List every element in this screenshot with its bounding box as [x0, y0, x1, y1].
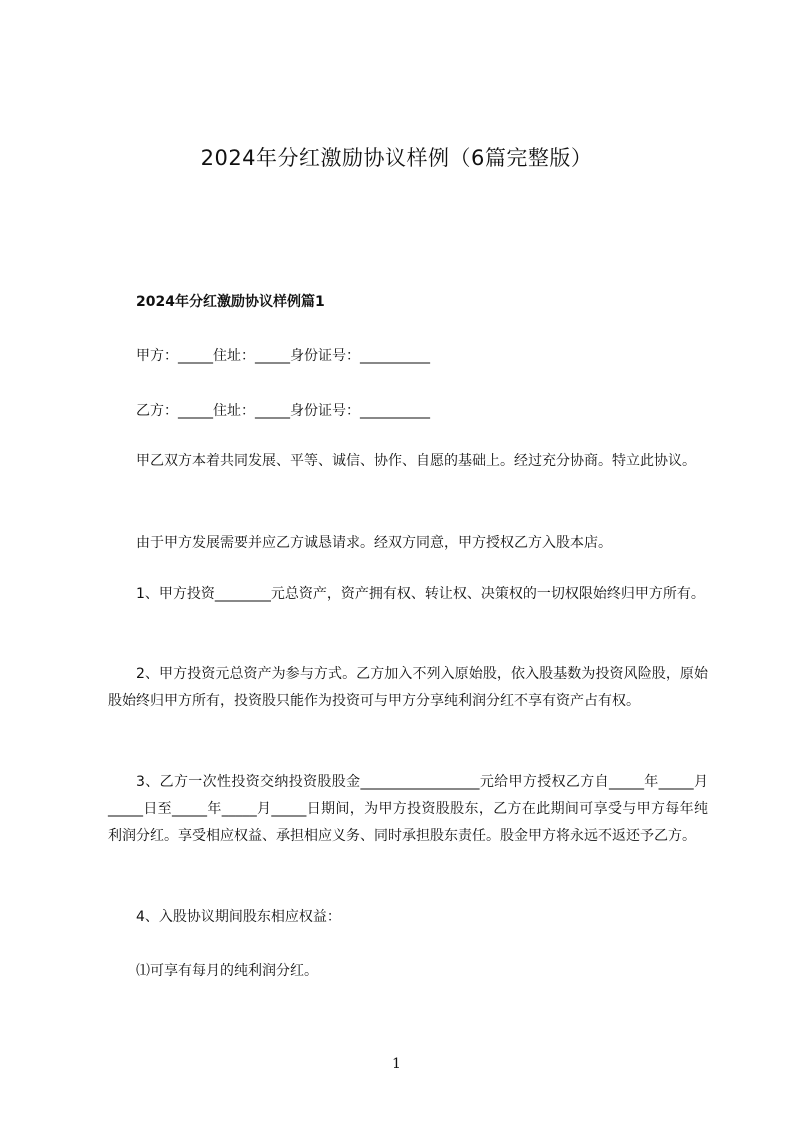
paragraph-clause-4-item-1: ⑴可享有每月的纯利润分红。 — [136, 963, 318, 979]
party-a-line: 甲方：_____住址：_____身份证号：__________ — [136, 348, 430, 364]
paragraph-preamble: 甲乙双方本着共同发展、平等、诚信、协作、自愿的基础上。经过充分协商。特立此协议。 — [136, 453, 696, 469]
page-number: 1 — [392, 1056, 401, 1072]
paragraph-clause-3: 3、乙方一次性投资交纳投资股股金_________________元给甲方授权乙方自_____年_____月_____日至_____年_____月_____日期间，为甲方投资股股东，乙方在此期间可享受与甲方每年纯利润分红。享受相应权益、承担相应义务、同时承担股东责任。股金甲方将永远不返还予乙方。 — [108, 774, 708, 844]
paragraph-authorization: 由于甲方发展需要并应乙方诚恳请求。经双方同意，甲方授权乙方入股本店。 — [136, 535, 612, 551]
paragraph-clause-4: 4、入股协议期间股东相应权益： — [136, 909, 341, 925]
party-b-line: 乙方：_____住址：_____身份证号：__________ — [136, 403, 430, 419]
paragraph-clause-1: 1、甲方投资________元总资产，资产拥有权、转让权、决策权的一切权限始终归甲方所有。 — [136, 586, 705, 602]
document-title: 2024年分红激励协议样例（6篇完整版） — [200, 146, 593, 170]
section-heading: 2024年分红激励协议样例篇1 — [136, 294, 325, 310]
paragraph-clause-2: 2、甲方投资元总资产为参与方式。乙方加入不列入原始股，依入股基数为投资风险股，原始股始终归甲方所有，投资股只能作为投资可与甲方分享纯利润分红不享有资产占有权。 — [108, 666, 708, 709]
